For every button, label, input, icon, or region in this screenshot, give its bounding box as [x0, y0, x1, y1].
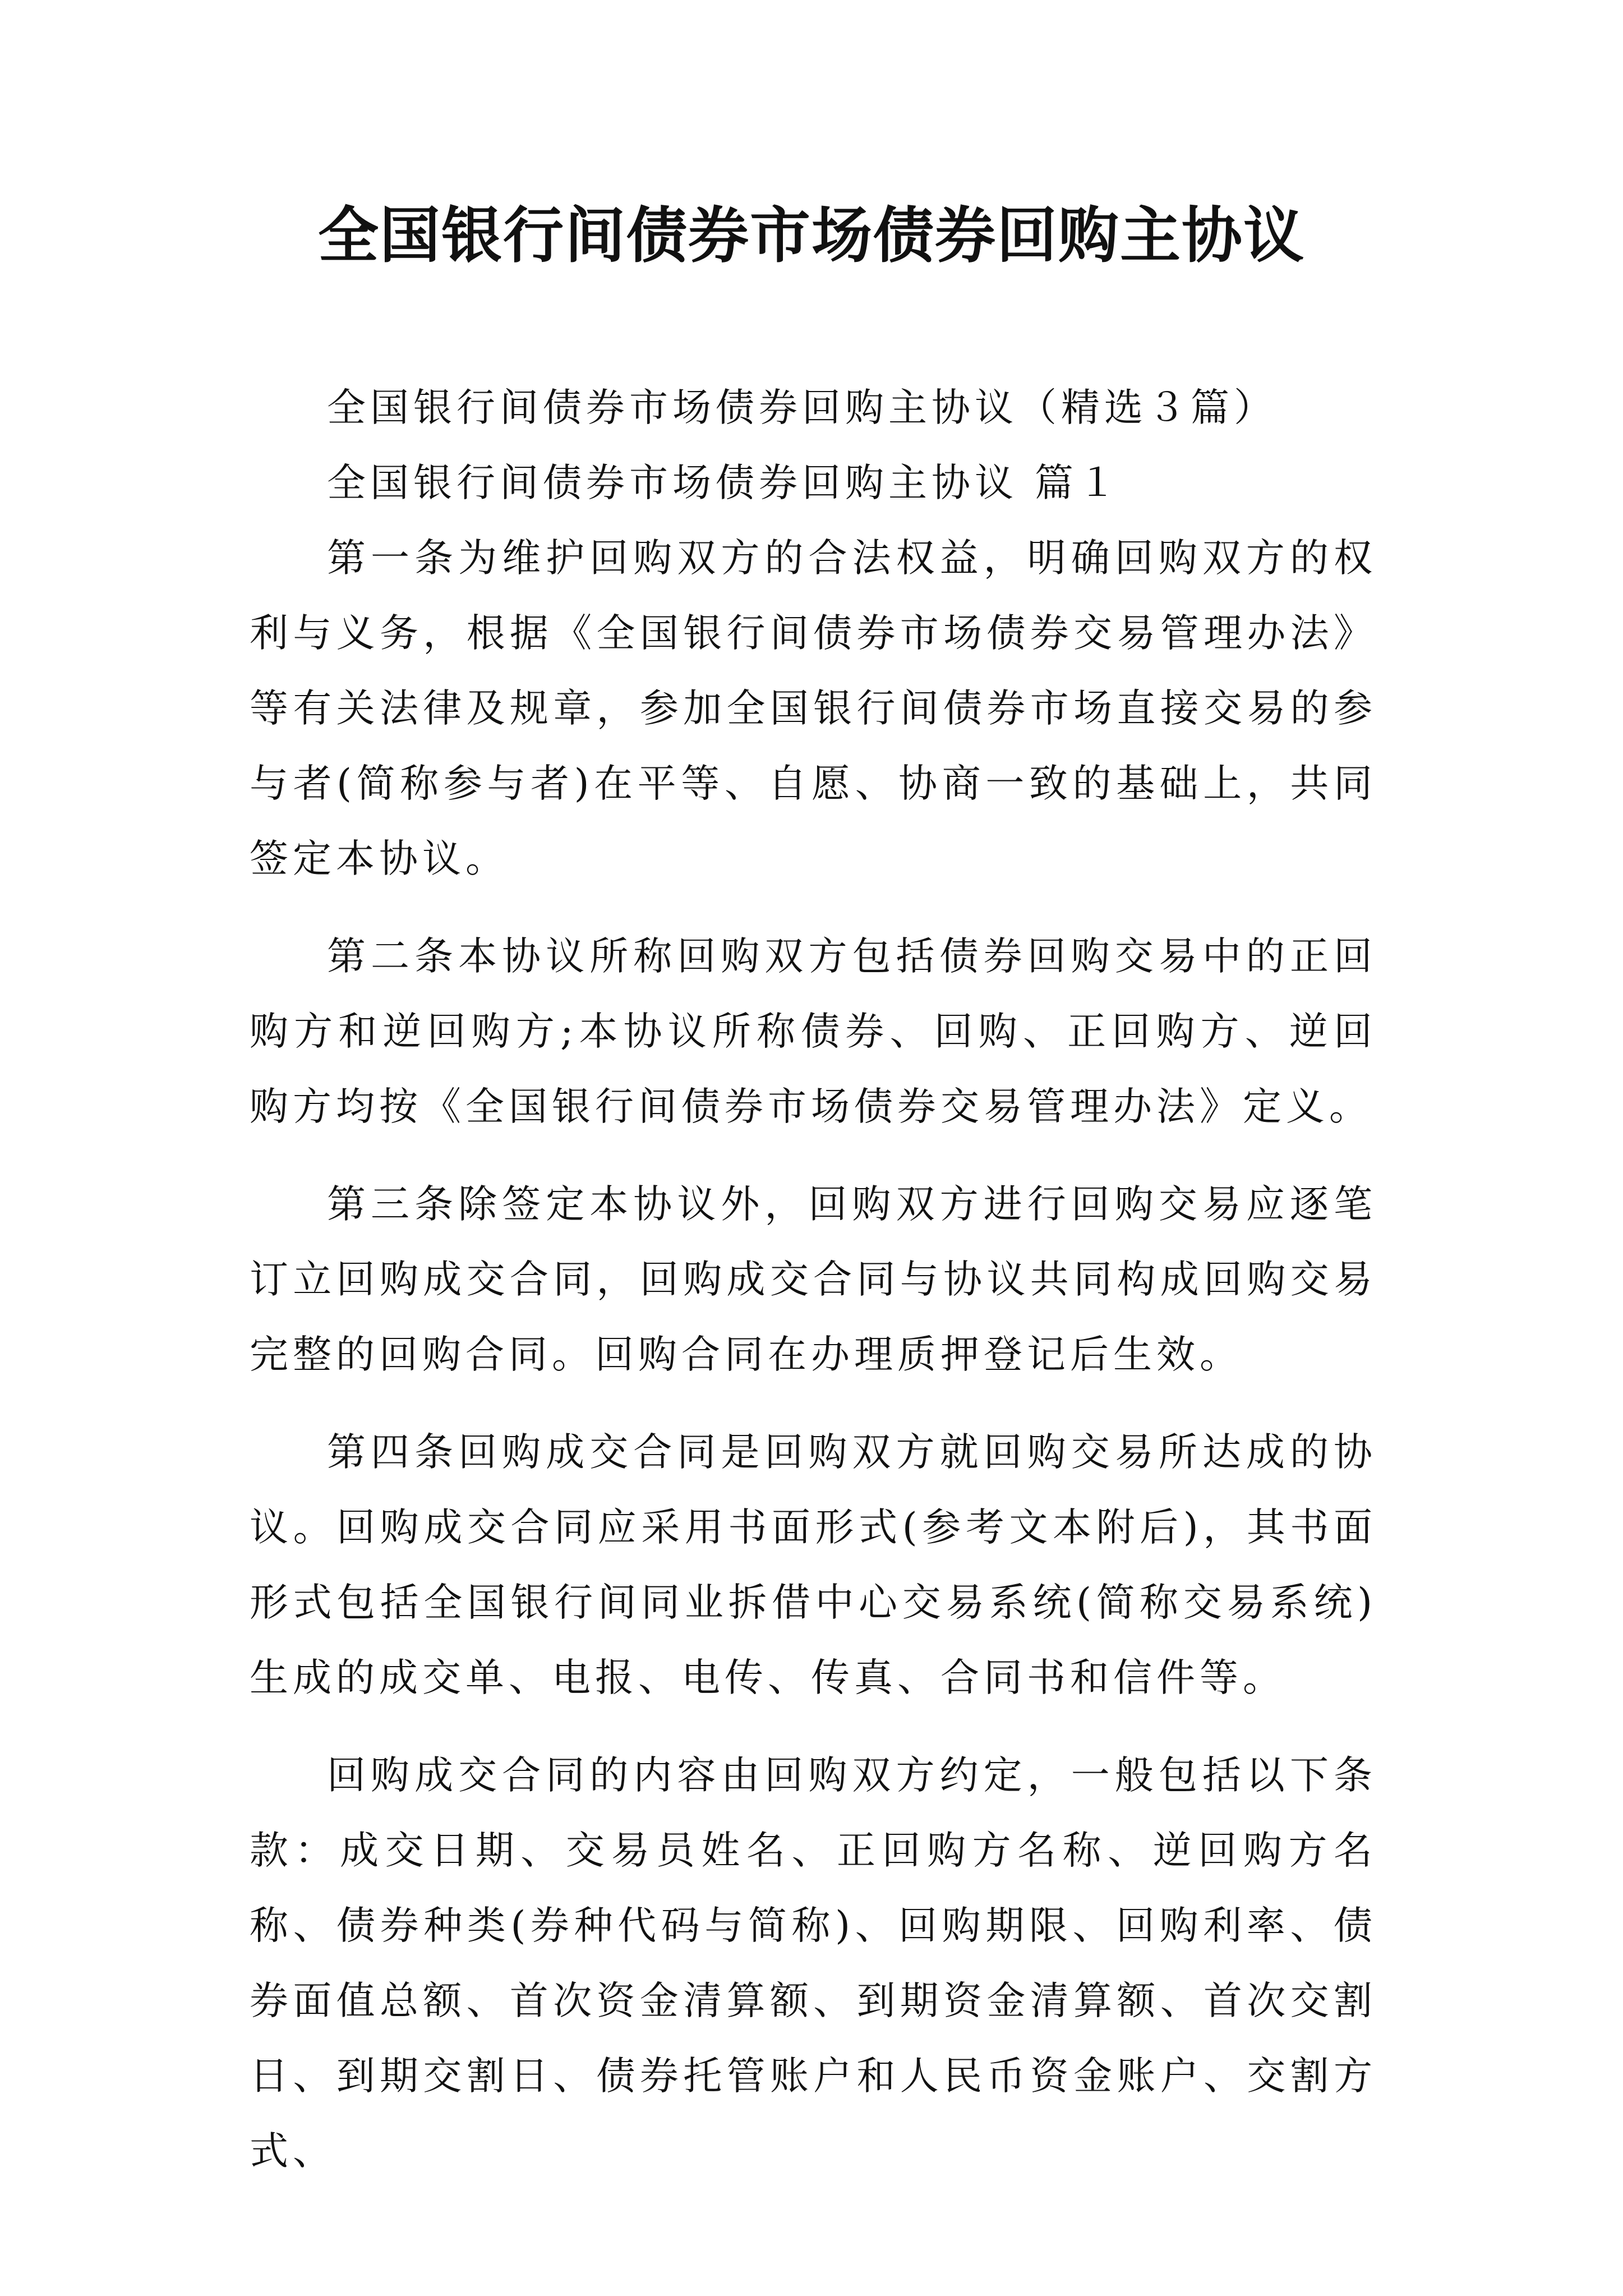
- section-heading: 全国银行间债券市场债券回购主协议 篇１: [327, 461, 1121, 505]
- document-title: 全国银行间债券市场债券回购主协议: [317, 200, 1305, 271]
- document-subtitle: 全国银行间债券市场债券回购主协议（精选３篇）: [327, 385, 1277, 430]
- paragraph-article-3: 第三条除签定本协议外，回购双方进行回购交易应逐笔订立回购成交合同，回购成交合同与协议共同构成回购交易完整的回购合同。回购合同在办理质押登记后生效。: [250, 1182, 1377, 1377]
- paragraph-article-4: 第四条回购成交合同是回购双方就回购交易所达成的协议。回购成交合同应采用书面形式(参考文本附后)，其书面形式包括全国银行间同业拆借中心交易系统(简称交易系统)生成的成交单、电报、电传、传真、合同书和信件等。: [250, 1430, 1377, 1700]
- paragraph-contract-terms: 回购成交合同的内容由回购双方约定，一般包括以下条款：成交日期、交易员姓名、正回购方名称、逆回购方名称、债券种类(券种代码与简称)、回购期限、回购利率、债券面值总额、首次资金清算额、到期资金清算额、首次交割日、到期交割日、债券托管账户和人民币资金账户、交割方式、: [250, 1753, 1377, 2174]
- document-body: [250, 370, 1377, 2189]
- paragraph-article-2: 第二条本协议所称回购双方包括债券回购交易中的正回购方和逆回购方;本协议所称债券、回购、正回购方、逆回购方均按《全国银行间债券市场债券交易管理办法》定义。: [250, 934, 1377, 1129]
- paragraph-article-1: 第一条为维护回购双方的合法权益，明确回购双方的权利与义务，根据《全国银行间债券市场债券交易管理办法》等有关法律及规章，参加全国银行间债券市场直接交易的参与者(简称参与者)在平等、自愿、协商一致的基础上，共同签定本协议。: [250, 536, 1377, 881]
